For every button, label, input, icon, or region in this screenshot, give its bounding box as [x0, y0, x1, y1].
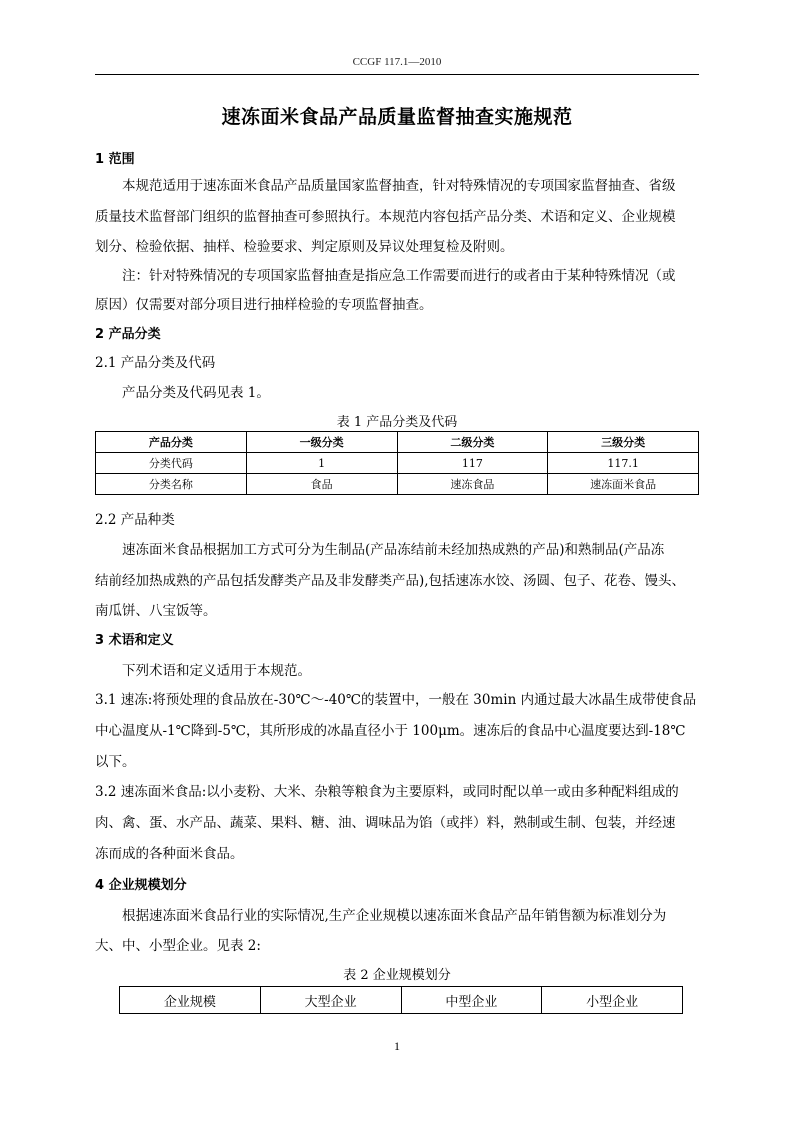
paragraph-line: 结前经加热成熟的产品包括发酵类产品及非发酵类产品),包括速冻水饺、汤圆、包子、花卷、馒头、	[95, 573, 686, 589]
table-header-cell: 企业规模	[120, 987, 261, 1014]
table-header-cell: 小型企业	[542, 987, 683, 1014]
table-cell: 117	[397, 453, 548, 474]
subsection-2-2-heading: 2.2 产品种类	[95, 512, 175, 528]
paragraph-line: 根据速冻面米食品行业的实际情况,生产企业规模以速冻面米食品产品年销售额为标准划分为	[122, 908, 667, 924]
section-2-heading: 2 产品分类	[95, 327, 161, 342]
enterprise-scale-table	[119, 986, 683, 1014]
definition-line: 以下。	[95, 754, 136, 770]
section-3-heading: 3 术语和定义	[95, 633, 174, 648]
paragraph-line: 产品分类及代码见表 1。	[122, 385, 270, 401]
table-1-caption: 表 1 产品分类及代码	[336, 415, 458, 430]
table-header-cell: 产品分类	[96, 432, 247, 453]
table-cell: 速冻食品	[397, 474, 548, 495]
paragraph-line: 南瓜饼、八宝饭等。	[95, 603, 217, 619]
paragraph-line: 质量技术监督部门组织的监督抽查可参照执行。本规范内容包括产品分类、术语和定义、企业规模	[95, 209, 676, 225]
paragraph-line: 大、中、小型企业。见表 2:	[95, 938, 261, 954]
definition-line: 3.1 速冻:将预处理的食品放在-30℃～-40℃的装置中，一般在 30min 内通过最大冰晶生成带使食品	[95, 692, 697, 708]
table-2-caption: 表 2 企业规模划分	[343, 968, 451, 983]
note-line: 注：针对特殊情况的专项国家监督抽查是指应急工作需要而进行的或者由于某种特殊情况（或	[122, 268, 676, 284]
document-title: 速冻面米食品产品质量监督抽查实施规范	[221, 106, 573, 128]
table-row	[96, 474, 699, 495]
section-4-heading: 4 企业规模划分	[95, 878, 187, 893]
subsection-2-1-heading: 2.1 产品分类及代码	[95, 355, 216, 371]
table-header-cell: 三级分类	[548, 432, 699, 453]
table-header-cell: 二级分类	[397, 432, 548, 453]
table-cell: 食品	[246, 474, 397, 495]
table-header-cell: 中型企业	[401, 987, 542, 1014]
paragraph-line: 划分、检验依据、抽样、检验要求、判定原则及异议处理复检及附则。	[95, 239, 514, 255]
table-cell: 分类名称	[96, 474, 247, 495]
definition-line: 冻而成的各种面米食品。	[95, 846, 244, 862]
table-cell: 117.1	[548, 453, 699, 474]
note-line: 原因）仅需要对部分项目进行抽样检验的专项监督抽查。	[95, 297, 433, 313]
definition-line: 3.2 速冻面米食品:以小麦粉、大米、杂粮等粮食为主要原料，或同时配以单一或由多种配料组成的	[95, 784, 679, 800]
table-header-cell: 一级分类	[246, 432, 397, 453]
running-header: CCGF 117.1—2010	[352, 56, 442, 68]
table-header-row	[96, 432, 699, 453]
table-cell: 速冻面米食品	[548, 474, 699, 495]
table-cell: 1	[246, 453, 397, 474]
section-1-heading: 1 范围	[95, 152, 135, 167]
table-header-row	[120, 987, 683, 1014]
table-header-cell: 大型企业	[260, 987, 401, 1014]
table-cell: 分类代码	[96, 453, 247, 474]
table-row	[96, 453, 699, 474]
definition-line: 中心温度从-1℃降到-5℃，其所形成的冰晶直径小于 100μm。速冻后的食品中心温度要达到-18℃	[95, 723, 686, 739]
product-classification-table	[95, 431, 699, 495]
header-rule	[95, 74, 699, 75]
paragraph-line: 本规范适用于速冻面米食品产品质量国家监督抽查，针对特殊情况的专项国家监督抽查、省级	[122, 178, 676, 194]
definition-line: 肉、禽、蛋、水产品、蔬菜、果料、糖、油、调味品为馅（或拌）料，熟制或生制、包装，并经速	[95, 815, 676, 831]
page-number: 1	[394, 1039, 400, 1053]
paragraph-line: 速冻面米食品根据加工方式可分为生制品(产品冻结前未经加热成熟的产品)和熟制品(产品冻	[122, 542, 665, 558]
paragraph-line: 下列术语和定义适用于本规范。	[122, 663, 311, 679]
